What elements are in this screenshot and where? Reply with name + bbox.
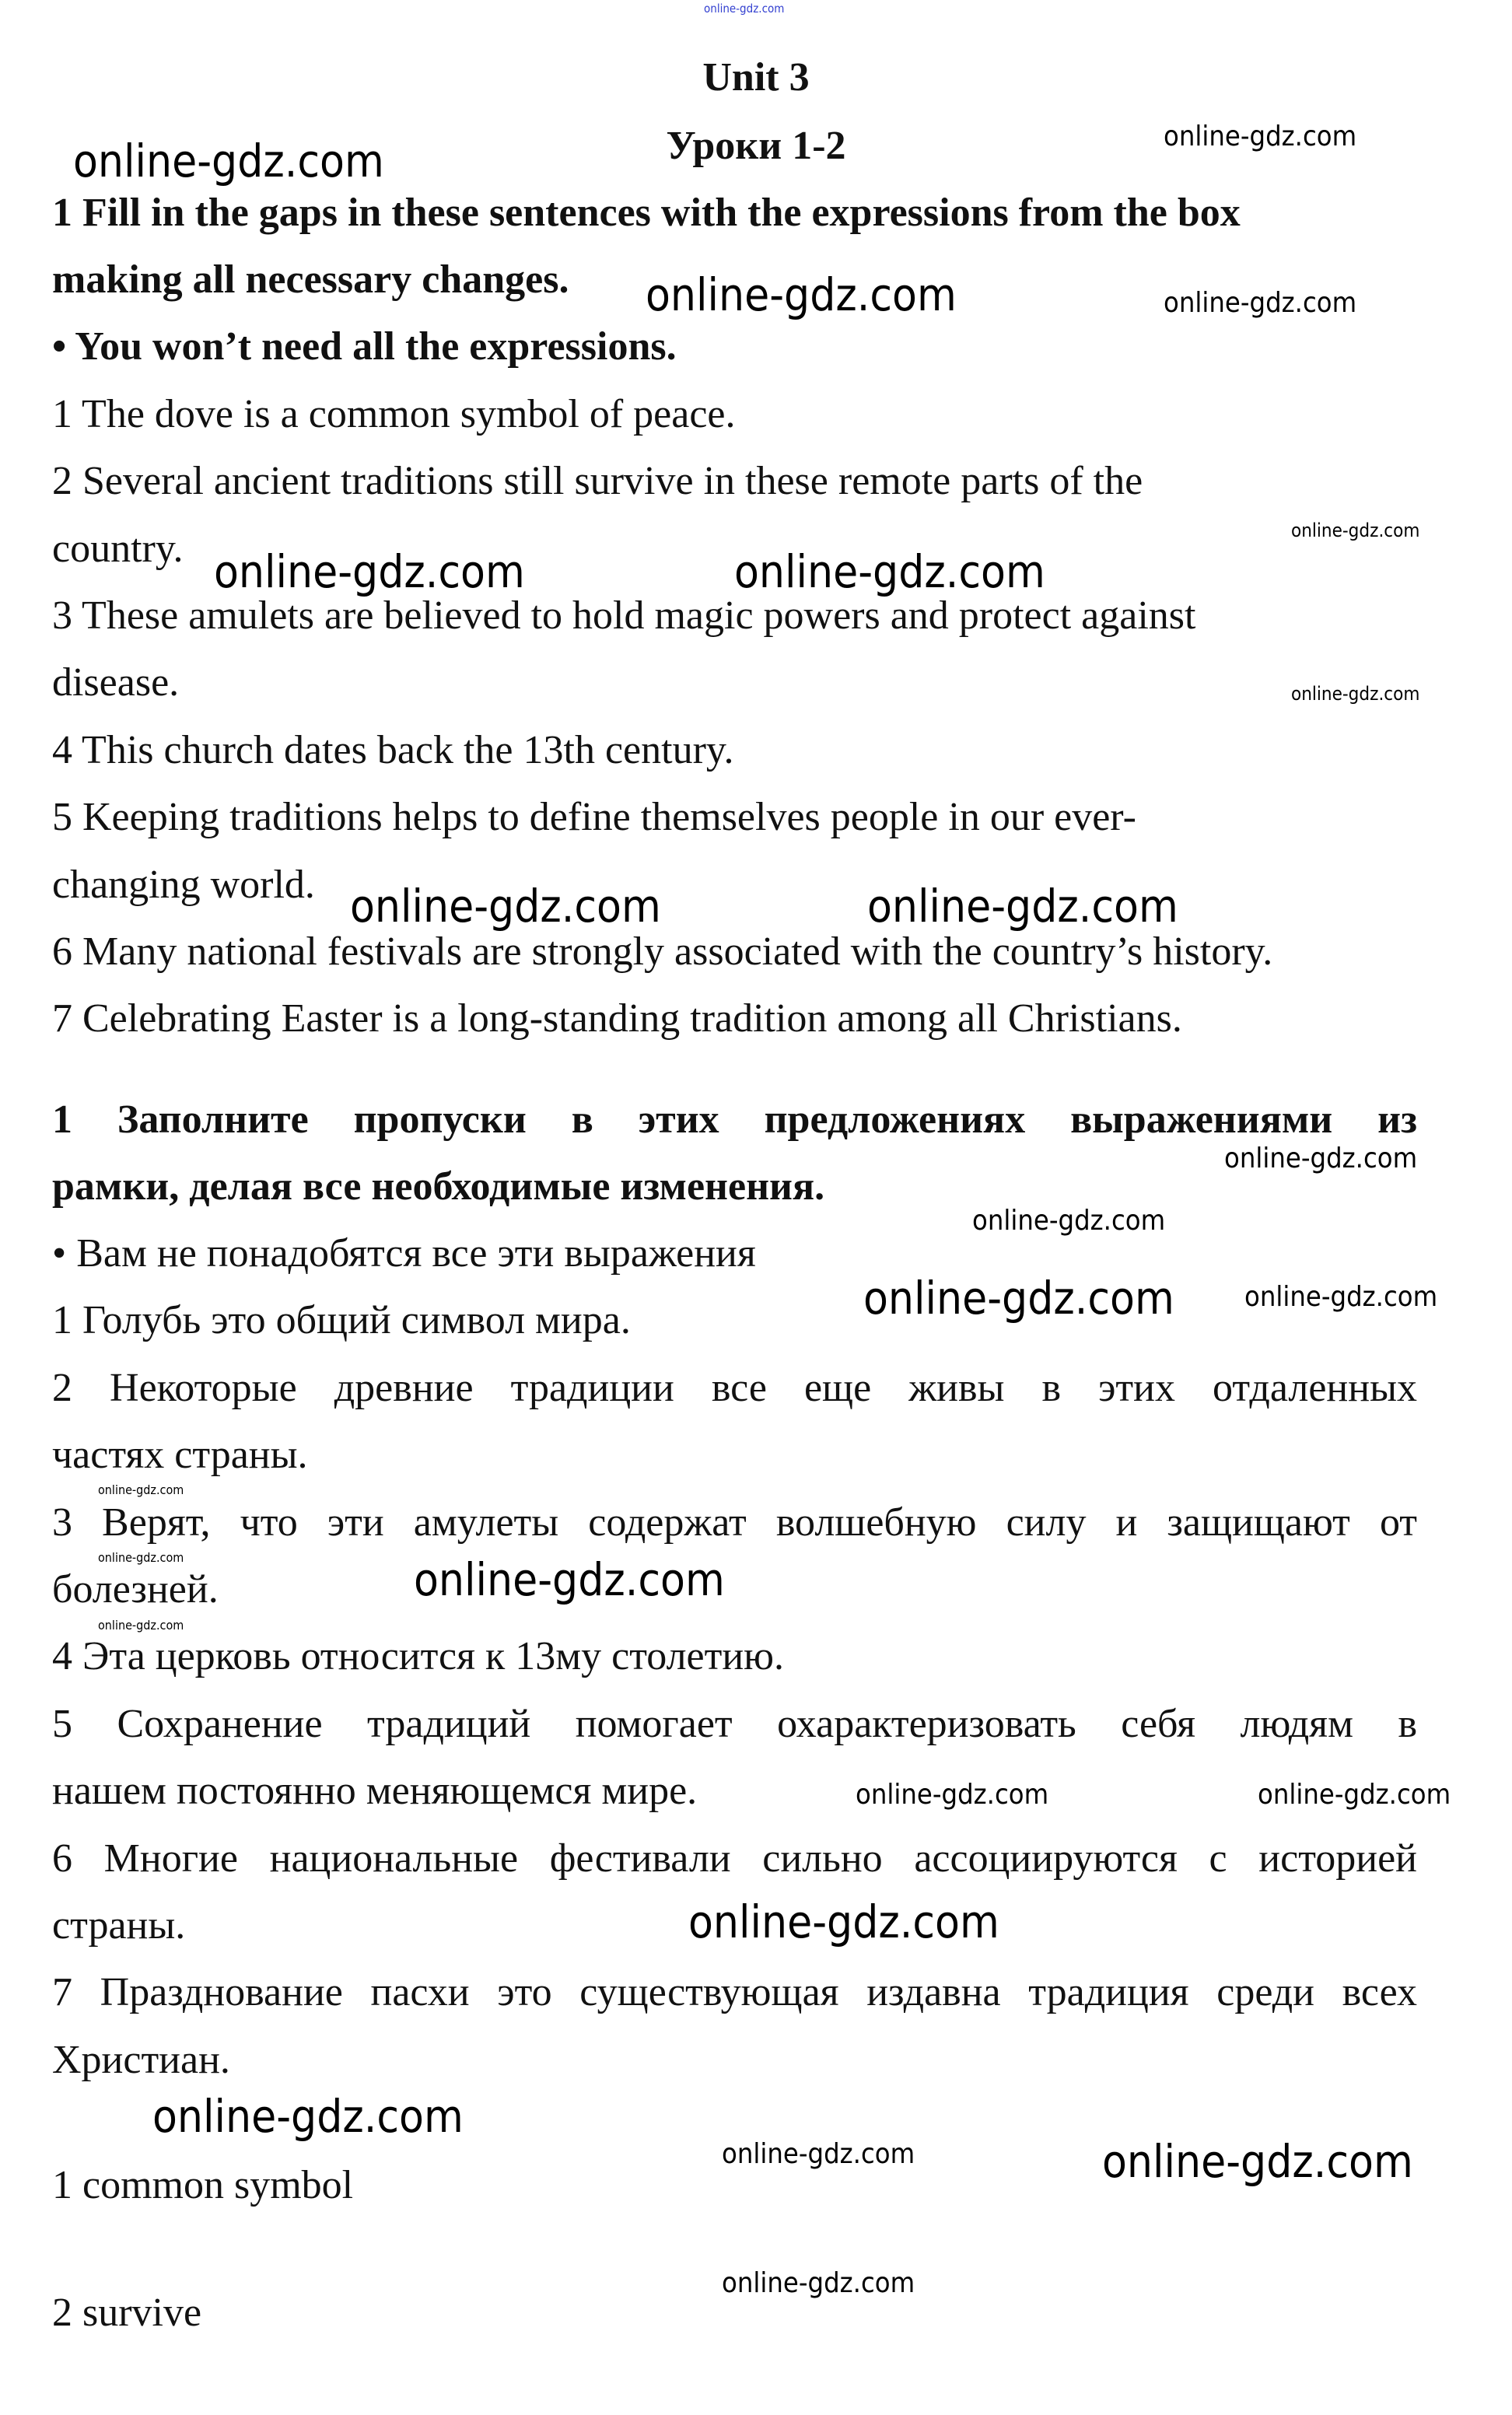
watermark-text: online-gdz.com: [646, 268, 957, 321]
watermark-text: online-gdz.com: [867, 880, 1178, 933]
english-task-instruction-cont: making all necessary changes.: [52, 257, 569, 302]
watermark-text: online-gdz.com: [1291, 683, 1420, 705]
watermark-text: online-gdz.com: [1244, 1281, 1438, 1313]
russian-task-instruction: 1 Заполните пропуски в этих предложениях выражениями из: [52, 1097, 1417, 1142]
watermark-text: online-gdz.com: [704, 2, 785, 16]
watermark-text: online-gdz.com: [722, 2138, 915, 2170]
russian-sentence: болезней.: [52, 1567, 219, 1612]
watermark-text: online-gdz.com: [722, 2267, 915, 2299]
russian-sentence: 2 Некоторые древние традиции все еще живы в этих отдаленных: [52, 1366, 1417, 1410]
russian-sentence: 4 Эта церковь относится к 13му столетию.: [52, 1634, 785, 1678]
russian-sentence: 7 Празднование пасхи это существующая издавна традиция среди всех: [52, 1970, 1417, 2014]
russian-sentence: 6 Многие национальные фестивали сильно ассоциируются с историей: [52, 1836, 1417, 1881]
english-sentence: 3 These amulets are believed to hold magic powers and protect against: [52, 593, 1196, 638]
watermark-text: online-gdz.com: [1164, 121, 1357, 152]
russian-sentence: частях страны.: [52, 1433, 308, 1477]
watermark-text: online-gdz.com: [73, 135, 384, 187]
english-sentence: 4 This church dates back the 13th century.: [52, 728, 734, 772]
watermark-text: online-gdz.com: [972, 1205, 1166, 1237]
russian-sentence: нашем постоянно меняющемся мире.: [52, 1769, 698, 1813]
lesson-subtitle: Уроки 1-2: [666, 124, 846, 168]
watermark-text: online-gdz.com: [1224, 1143, 1418, 1174]
russian-sentence: страны.: [52, 1903, 186, 1948]
english-sentence: 1 The dove is a common symbol of peace.: [52, 392, 736, 436]
watermark-text: online-gdz.com: [1291, 520, 1420, 541]
english-sentence: 7 Celebrating Easter is a long-standing tradition among all Christians.: [52, 996, 1182, 1041]
english-sentence: changing world.: [52, 863, 315, 907]
english-task-instruction: 1 Fill in the gaps in these sentences with the expressions from the box: [52, 191, 1241, 235]
answer-item: 1 common symbol: [52, 2163, 354, 2207]
watermark-text: online-gdz.com: [1102, 2135, 1413, 2188]
watermark-text: online-gdz.com: [98, 1482, 184, 1497]
watermark-text: online-gdz.com: [863, 1272, 1174, 1325]
watermark-text: online-gdz.com: [688, 1895, 999, 1948]
watermark-text: online-gdz.com: [414, 1553, 725, 1606]
russian-sentence: 5 Сохранение традиций помогает охарактеризовать себя людям в: [52, 1702, 1417, 1746]
english-sentence: country.: [52, 527, 184, 571]
russian-sentence: 1 Голубь это общий символ мира.: [52, 1298, 631, 1342]
russian-task-note: • Вам не понадобятся все эти выражения: [52, 1231, 756, 1276]
english-sentence: 5 Keeping traditions helps to define themselves people in our ever-: [52, 795, 1136, 839]
watermark-text: online-gdz.com: [1258, 1779, 1451, 1811]
russian-task-instruction-cont: рамки, делая все необходимые изменения.: [52, 1164, 825, 1209]
watermark-text: online-gdz.com: [856, 1779, 1049, 1811]
english-sentence: disease.: [52, 660, 180, 705]
russian-sentence: 3 Верят, что эти амулеты содержат волшебную силу и защищают от: [52, 1500, 1417, 1545]
watermark-text: online-gdz.com: [1164, 287, 1357, 319]
watermark-text: online-gdz.com: [350, 880, 661, 933]
watermark-text: online-gdz.com: [98, 1550, 184, 1565]
english-sentence: 2 Several ancient traditions still survive in these remote parts of the: [52, 459, 1143, 503]
watermark-text: online-gdz.com: [98, 1618, 184, 1633]
russian-sentence: Христиан.: [52, 2038, 230, 2082]
unit-title: Unit 3: [702, 55, 810, 100]
english-task-note: • You won’t need all the expressions.: [52, 324, 677, 369]
watermark-text: online-gdz.com: [152, 2090, 464, 2143]
watermark-text: online-gdz.com: [734, 545, 1045, 598]
answer-item: 2 survive: [52, 2291, 202, 2335]
watermark-text: online-gdz.com: [214, 545, 525, 598]
english-sentence: 6 Many national festivals are strongly associated with the country’s history.: [52, 929, 1273, 974]
